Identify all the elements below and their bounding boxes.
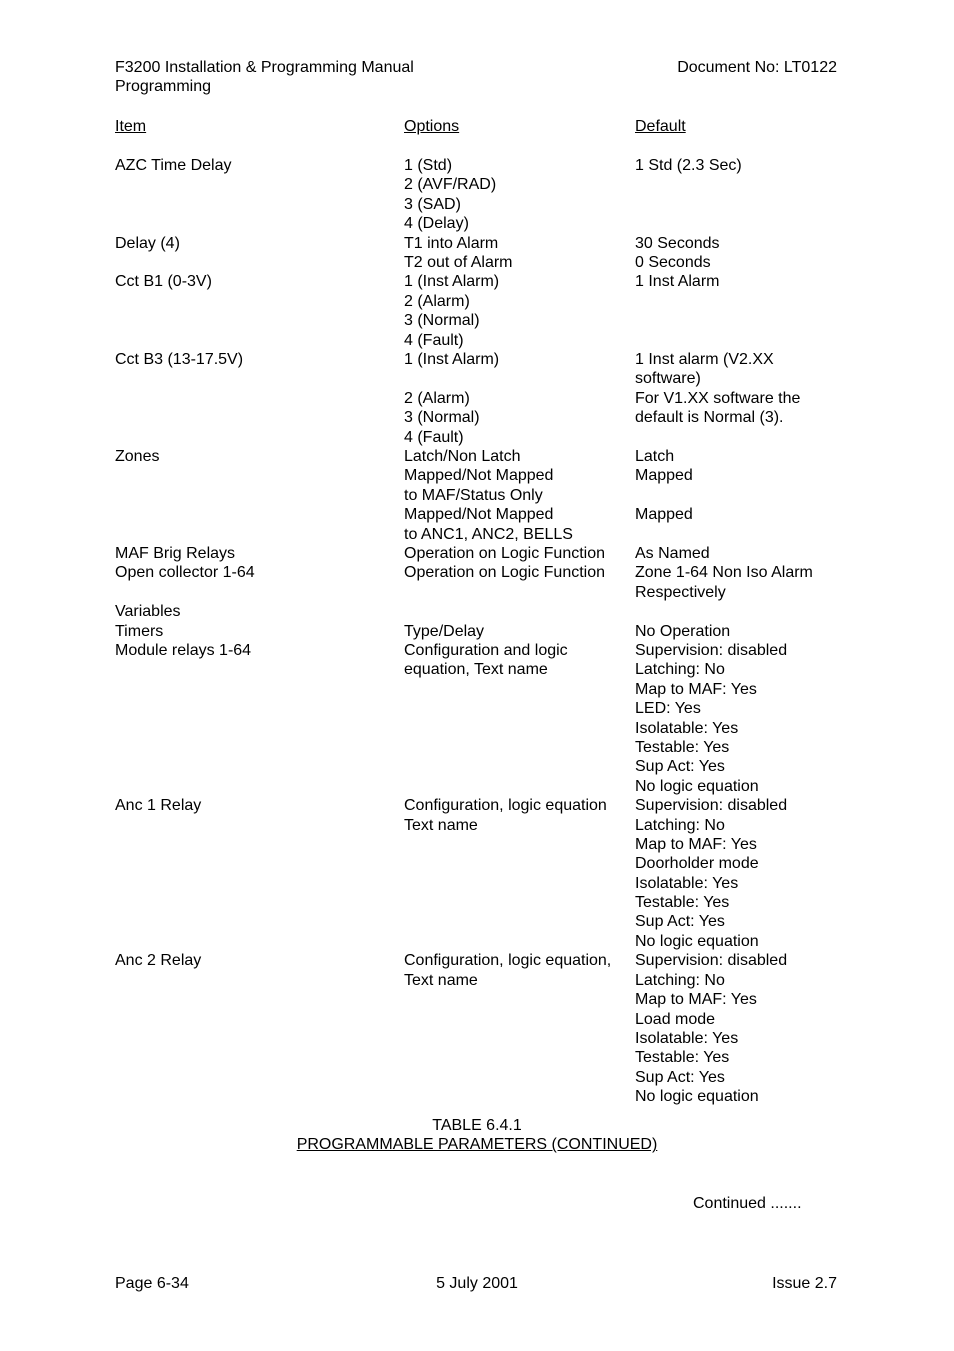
default-cell-line: Load mode — [635, 1010, 716, 1028]
options-cell-line: 4 (Fault) — [404, 331, 464, 349]
default-cell — [635, 641, 787, 796]
default-cell-line: No logic equation — [635, 932, 759, 950]
options-cell-line: 3 (SAD) — [404, 195, 461, 213]
default-cell-line: Latching: No — [635, 661, 725, 679]
options-cell — [404, 272, 499, 350]
options-cell — [404, 622, 484, 641]
table-row — [0, 447, 954, 544]
options-cell-line — [404, 369, 499, 388]
default-cell-line: Latch — [635, 447, 675, 465]
column-header-options: Options — [404, 118, 460, 135]
default-cell-line: software) — [635, 370, 701, 388]
default-cell — [635, 350, 800, 428]
table-row — [0, 796, 954, 951]
options-cell-line: to MAF/Status Only — [404, 486, 543, 504]
default-cell-line: Map to MAF: Yes — [635, 835, 757, 853]
table-number: TABLE 6.4.1 — [432, 1117, 522, 1134]
options-cell-line: 1 (Inst Alarm) — [404, 350, 500, 368]
options-cell-line: equation, Text name — [404, 661, 548, 679]
default-cell-line: 30 Seconds — [635, 234, 720, 252]
default-cell — [635, 622, 730, 641]
options-cell — [404, 563, 605, 582]
default-cell-line: 0 Seconds — [635, 253, 711, 271]
options-cell-line: 3 (Normal) — [404, 409, 480, 427]
options-cell — [404, 641, 568, 680]
default-cell-line: For V1.XX software the — [635, 389, 801, 407]
item-cell-line: Module relays 1-64 — [115, 641, 252, 659]
item-cell-line: Cct B3 (13-17.5V) — [115, 350, 244, 368]
default-cell — [635, 272, 719, 291]
item-cell-line: Anc 1 Relay — [115, 797, 202, 815]
item-cell — [115, 951, 201, 970]
options-cell-line: T1 into Alarm — [404, 234, 499, 252]
options-cell — [404, 234, 513, 273]
options-cell-line: Type/Delay — [404, 622, 485, 640]
default-cell-line: Latching: No — [635, 816, 725, 834]
options-cell-line: Configuration and logic — [404, 641, 568, 659]
default-cell-line: Testable: Yes — [635, 894, 730, 912]
document-number: Document No: LT0122 — [677, 59, 837, 76]
default-cell-line: Doorholder mode — [635, 855, 759, 873]
item-cell — [115, 447, 159, 466]
manual-title: F3200 Installation & Programming Manual — [115, 59, 414, 76]
options-cell-line: 4 (Fault) — [404, 428, 464, 446]
table-row — [0, 563, 954, 621]
default-cell-line: Sup Act: Yes — [635, 758, 725, 776]
default-cell-line: LED: Yes — [635, 700, 701, 718]
item-cell — [115, 796, 201, 815]
default-cell — [635, 156, 742, 175]
options-cell-line: to ANC1, ANC2, BELLS — [404, 525, 573, 543]
options-cell-line: 2 (AVF/RAD) — [404, 176, 497, 194]
table-row — [0, 951, 954, 1106]
default-cell — [635, 544, 710, 563]
default-cell-line: Testable: Yes — [635, 738, 730, 756]
column-header-item: Item — [115, 118, 147, 135]
default-cell-line: Isolatable: Yes — [635, 874, 739, 892]
options-cell — [404, 951, 611, 990]
item-cell-line: Variables — [115, 603, 181, 621]
default-cell-line: Testable: Yes — [635, 1049, 730, 1067]
item-cell-line: Anc 2 Relay — [115, 952, 202, 970]
options-cell-line: Operation on Logic Function — [404, 564, 606, 582]
section-name: Programming — [115, 78, 212, 96]
table-row — [0, 622, 954, 641]
item-cell-line: Zones — [115, 447, 160, 465]
column-header-default: Default — [635, 118, 686, 135]
item-cell — [115, 563, 255, 621]
table-title: PROGRAMMABLE PARAMETERS (CONTINUED) — [296, 1136, 658, 1154]
footer-date: 5 July 2001 — [436, 1275, 518, 1292]
options-cell-line: T2 out of Alarm — [404, 253, 513, 271]
options-cell — [404, 544, 605, 563]
table-row — [0, 544, 954, 563]
table-row — [0, 234, 954, 273]
default-cell-line: Isolatable: Yes — [635, 1029, 739, 1047]
table-row — [0, 272, 954, 350]
default-cell-line: Zone 1-64 Non Iso Alarm — [635, 564, 813, 582]
default-cell-line: Map to MAF: Yes — [635, 991, 757, 1009]
default-cell-line: Sup Act: Yes — [635, 1068, 725, 1086]
default-cell-line: No logic equation — [635, 1088, 759, 1106]
default-cell — [635, 951, 787, 1106]
continued-note: Continued ....... — [693, 1195, 802, 1212]
default-cell-line: 1 Std (2.3 Sec) — [635, 157, 742, 174]
default-cell-line: No logic equation — [635, 777, 759, 795]
item-cell-line: Delay (4) — [115, 234, 180, 252]
default-cell — [635, 563, 813, 602]
default-cell-line: As Named — [635, 544, 710, 562]
default-cell-line: 1 Inst Alarm — [635, 273, 720, 291]
options-cell — [404, 796, 607, 835]
default-cell-line: Mapped — [635, 506, 693, 524]
page-header-left — [115, 58, 414, 97]
default-cell-line — [635, 486, 693, 505]
table-row — [0, 350, 954, 447]
item-cell-line: MAF Brig Relays — [115, 544, 236, 562]
default-cell — [635, 234, 720, 273]
default-cell-line: default is Normal (3). — [635, 409, 784, 427]
options-cell — [404, 156, 496, 234]
item-cell — [115, 234, 180, 253]
item-cell — [115, 350, 243, 369]
item-cell-line: Timers — [115, 622, 164, 640]
table-row — [0, 641, 954, 796]
options-cell-line: Mapped/Not Mapped — [404, 506, 554, 524]
item-cell-line: AZC Time Delay — [115, 157, 232, 174]
default-cell-line: Supervision: disabled — [635, 641, 788, 659]
options-cell-line: 4 (Delay) — [404, 215, 469, 233]
options-cell-line: Configuration, logic equation — [404, 797, 607, 815]
default-cell-line: Mapped — [635, 467, 693, 485]
item-cell-line — [115, 583, 255, 602]
default-cell-line: Latching: No — [635, 971, 725, 989]
options-cell-line: 1 (Std) — [404, 157, 453, 174]
default-cell-line: Map to MAF: Yes — [635, 680, 757, 698]
default-cell-line: No Operation — [635, 622, 731, 640]
options-cell-line: Text name — [404, 971, 478, 989]
options-cell-line: Latch/Non Latch — [404, 447, 521, 465]
default-cell-line: Sup Act: Yes — [635, 913, 725, 931]
item-cell — [115, 622, 163, 641]
default-cell-line: Isolatable: Yes — [635, 719, 739, 737]
options-cell-line: 3 (Normal) — [404, 312, 480, 330]
options-cell-line: Text name — [404, 816, 478, 834]
options-cell-line: Operation on Logic Function — [404, 544, 606, 562]
page-number: Page 6-34 — [115, 1275, 189, 1292]
default-cell-line: 1 Inst alarm (V2.XX — [635, 350, 774, 368]
options-cell-line: Mapped/Not Mapped — [404, 467, 554, 485]
item-cell-line: Cct B1 (0-3V) — [115, 273, 212, 291]
default-cell-line: Respectively — [635, 583, 726, 601]
options-cell-line: 2 (Alarm) — [404, 389, 470, 407]
issue-number: Issue 2.7 — [772, 1275, 837, 1292]
item-cell — [115, 544, 235, 563]
default-cell — [635, 447, 693, 525]
options-cell-line: 1 (Inst Alarm) — [404, 273, 500, 291]
item-cell-line: Open collector 1-64 — [115, 564, 255, 582]
item-cell — [115, 156, 231, 175]
options-cell-line: Configuration, logic equation, — [404, 952, 612, 970]
options-cell — [404, 350, 499, 447]
default-cell-line: Supervision: disabled — [635, 797, 788, 815]
table-caption — [0, 1116, 954, 1155]
parameters-table — [0, 156, 954, 1107]
table-row — [0, 156, 954, 234]
item-cell — [115, 641, 251, 660]
item-cell — [115, 272, 212, 291]
default-cell-line: Supervision: disabled — [635, 952, 788, 970]
options-cell — [404, 447, 573, 544]
default-cell — [635, 796, 787, 951]
options-cell-line: 2 (Alarm) — [404, 292, 470, 310]
